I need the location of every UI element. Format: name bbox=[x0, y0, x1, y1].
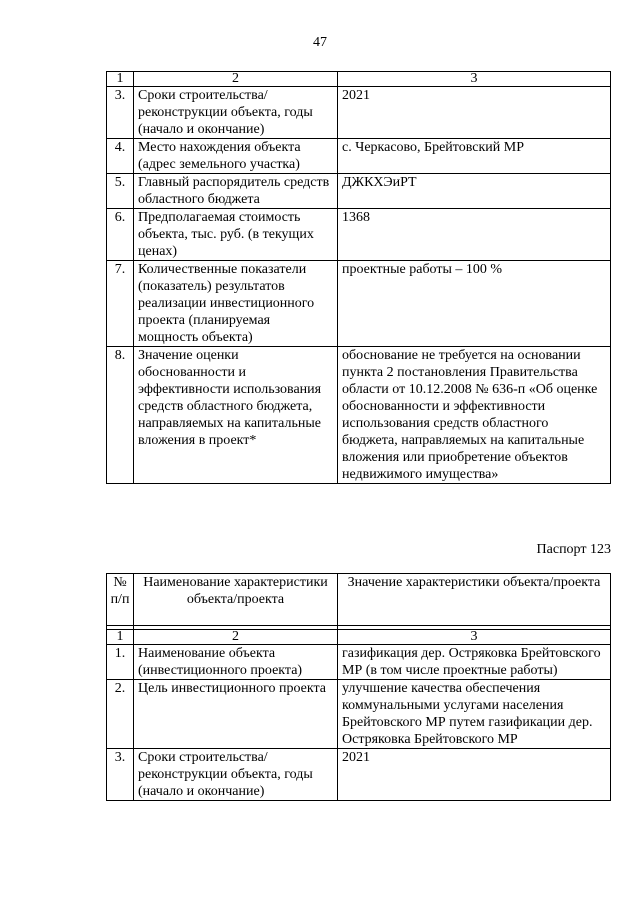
table-row bbox=[107, 87, 611, 139]
row-label: Предполагаемая стоимость объекта, тыс. руб. (в текущих ценах) bbox=[134, 209, 338, 261]
table-row bbox=[107, 680, 611, 749]
row-value: газификация дер. Остряковка Брейтовского МР (в том числе проектные работы) bbox=[338, 645, 611, 680]
row-value: 1368 bbox=[338, 209, 611, 261]
row-value: обоснование не требуется на основании пункта 2 постановления Правительства области от 10.12.2008 № 636-п «Об оценке обоснованности и эффективности использования средств областного бюджета, направляемых на капитальные вложения или приобретение объектов недвижимого имущества» bbox=[338, 347, 611, 484]
row-label: Значение оценки обоснованности и эффективности использования средств областного бюджета, направляемых на капитальные вложения в проект* bbox=[134, 347, 338, 484]
table-row bbox=[107, 749, 611, 801]
column-number: 3 bbox=[338, 72, 611, 87]
row-number: 6. bbox=[107, 209, 134, 261]
row-label: Сроки строительства/реконструкции объекта, годы (начало и окончание) bbox=[134, 87, 338, 139]
row-value: с. Черкасово, Брейтовский МР bbox=[338, 139, 611, 174]
column-number: 2 bbox=[134, 72, 338, 87]
row-value: ДЖКХЭиРТ bbox=[338, 174, 611, 209]
column-number: 1 bbox=[107, 72, 134, 87]
header-characteristic: Наименование характеристики объекта/проекта bbox=[134, 574, 338, 626]
row-label: Цель инвестиционного проекта bbox=[134, 680, 338, 749]
passport-table bbox=[106, 573, 611, 801]
row-value: проектные работы – 100 % bbox=[338, 261, 611, 347]
row-label: Место нахождения объекта (адрес земельного участка) bbox=[134, 139, 338, 174]
row-number: 7. bbox=[107, 261, 134, 347]
row-number: 4. bbox=[107, 139, 134, 174]
row-value: 2021 bbox=[338, 87, 611, 139]
row-label: Количественные показатели (показатель) результатов реализации инвестиционного проекта (планируемая мощность объекта) bbox=[134, 261, 338, 347]
table-row bbox=[107, 347, 611, 484]
table-header-row bbox=[107, 574, 611, 626]
passport-table-continued bbox=[106, 71, 611, 484]
column-number-row bbox=[107, 72, 611, 87]
row-number: 1. bbox=[107, 645, 134, 680]
table-row bbox=[107, 261, 611, 347]
row-number: 3. bbox=[107, 749, 134, 801]
row-label: Сроки строительства/реконструкции объекта, годы (начало и окончание) bbox=[134, 749, 338, 801]
row-label: Наименование объекта (инвестиционного проекта) bbox=[134, 645, 338, 680]
row-number: 5. bbox=[107, 174, 134, 209]
table-row bbox=[107, 174, 611, 209]
row-number: 2. bbox=[107, 680, 134, 749]
column-number-row bbox=[107, 630, 611, 645]
table-row bbox=[107, 139, 611, 174]
row-value: улучшение качества обеспечения коммунальными услугами населения Брейтовского МР путем газификации дер. Остряковка Брейтовского МР bbox=[338, 680, 611, 749]
row-number: 3. bbox=[107, 87, 134, 139]
table-row bbox=[107, 645, 611, 680]
row-number: 8. bbox=[107, 347, 134, 484]
header-number: № п/п bbox=[107, 574, 134, 626]
passport-label: Паспорт 123 bbox=[536, 542, 611, 557]
column-number: 3 bbox=[338, 630, 611, 645]
column-number: 1 bbox=[107, 630, 134, 645]
row-value: 2021 bbox=[338, 749, 611, 801]
header-value: Значение характеристики объекта/проекта bbox=[338, 574, 611, 626]
table-row bbox=[107, 209, 611, 261]
row-label: Главный распорядитель средств областного бюджета bbox=[134, 174, 338, 209]
page-number: 47 bbox=[313, 35, 327, 50]
column-number: 2 bbox=[134, 630, 338, 645]
